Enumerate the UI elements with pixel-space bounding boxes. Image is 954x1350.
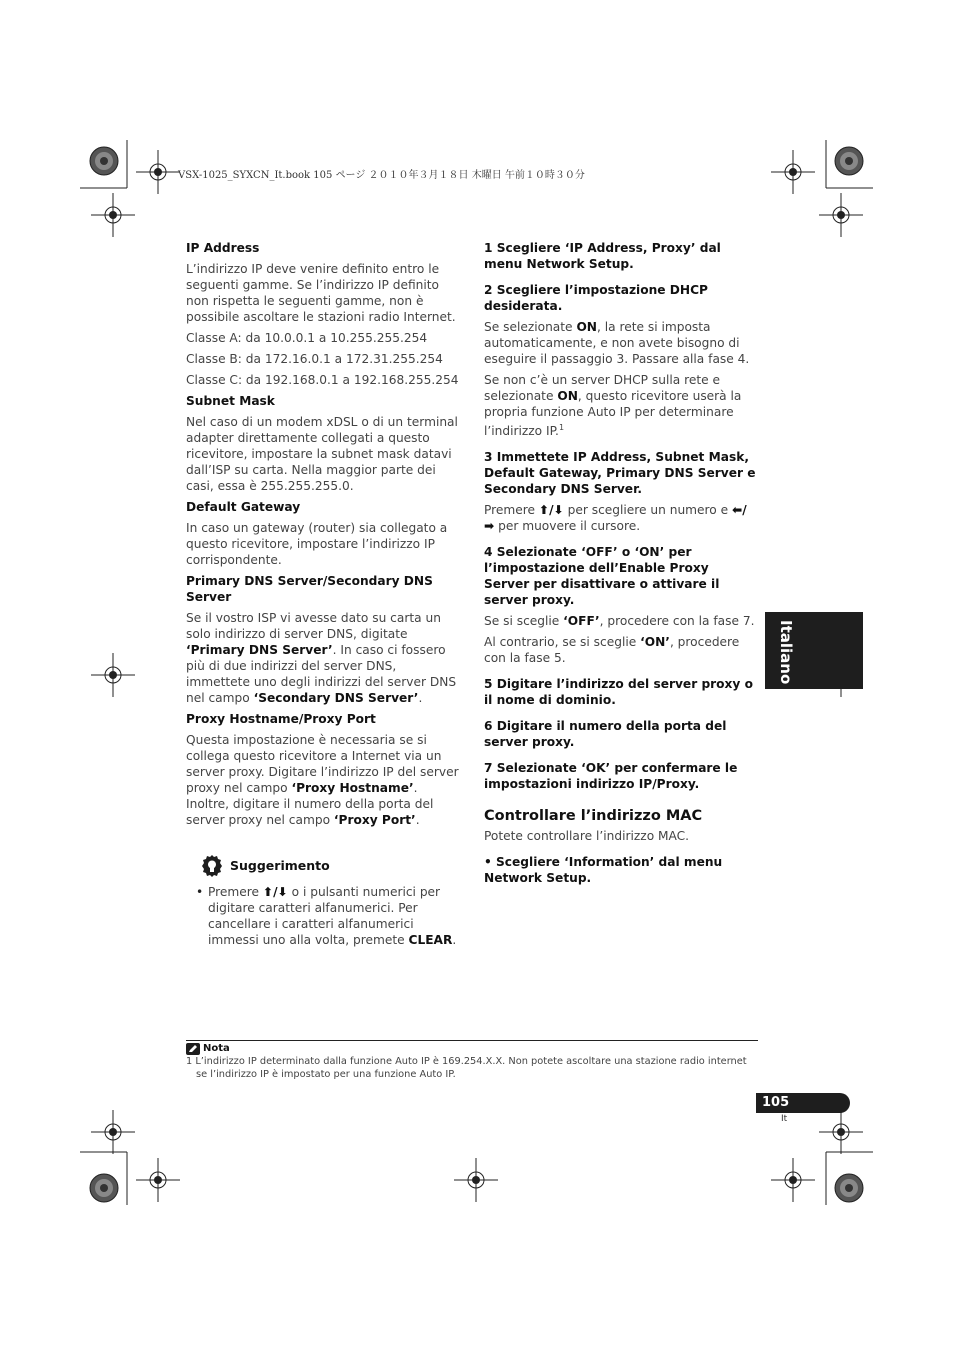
crosshair-mark <box>819 193 863 237</box>
tip-text: • Premere ⬆/⬇ o i pulsanti numerici per digitare caratteri alfanumerici. Per cancellare i caratteri alfanumerici immessi uno alla volta, premete CLEAR. <box>186 884 462 948</box>
ip-address-heading: IP Address <box>186 241 260 255</box>
mac-text: Potete controllare l’indirizzo MAC. <box>484 829 690 844</box>
crosshair-mark <box>136 1158 180 1202</box>
step-2-text-a: Se selezionate ON, la rete si imposta automaticamente, e non avete bisogno di eseguire il passaggio 3. Passare alla fase 4. <box>484 320 750 366</box>
sunburst-mark <box>835 147 863 175</box>
crosshair-mark <box>454 1158 498 1202</box>
step-5: 5 Digitare l’indirizzo del server proxy o il nome di dominio. <box>484 677 753 708</box>
step-4-text-a: Se si sceglie ‘OFF’, procedere con la fase 7. <box>484 614 755 629</box>
crosshair-mark <box>91 1110 135 1154</box>
step-1: 1 Scegliere ‘IP Address, Proxy’ dal menu Network Setup. <box>484 241 721 271</box>
footnote-divider <box>186 1040 758 1041</box>
language-tab-label: Italiano <box>777 620 795 685</box>
step-2-text-b: Se non c’è un server DHCP sulla rete e selezionate ON, questo ricevitore userà la propria funzione Auto IP per determinare l’indirizzo IP.$^1$ <box>484 373 742 439</box>
proxy-text: Questa impostazione è necessaria se si collega questo ricevitore a Internet via un server proxy. Digitare l’indirizzo IP del server proxy nel campo ‘Proxy Hostname’. Inoltre, digitare il numero della porta del server proxy nel campo ‘Proxy Port’. <box>186 733 459 827</box>
mac-step: • Scegliere ‘Information’ dal menu Network Setup. <box>484 855 723 886</box>
proxy-heading: Proxy Hostname/Proxy Port <box>186 712 376 726</box>
lightbulb-icon <box>200 854 224 878</box>
note-pencil-icon <box>186 1043 200 1055</box>
up-down-arrow-icon: ⬆/⬇ <box>262 885 288 899</box>
sunburst-mark <box>90 1174 118 1202</box>
sunburst-mark <box>90 147 118 175</box>
default-gateway-heading: Default Gateway <box>186 500 301 514</box>
step-3-text: Premere ⬆/⬇ per scegliere un numero e ⬅/➡ per muovere il cursore. <box>484 503 747 534</box>
class-c-range: Classe C: da 192.168.0.1 a 192.168.255.254 <box>186 373 459 387</box>
subnet-mask-text: Nel caso di un modem xDSL o di un terminal adapter direttamente collegati a questo ricevitore, impostare la subnet mask datavi dall’ISP su carta. Nella maggior parte dei casi, essa è 255.255.255.0. <box>186 415 458 493</box>
crosshair-mark <box>819 1110 863 1154</box>
class-a-range: Classe A: da 10.0.0.1 a 10.255.255.254 <box>186 331 428 345</box>
dns-server-heading: Primary DNS Server/Secondary DNS Server <box>186 574 433 604</box>
footnote-text: 1 L’indirizzo IP determinato dalla funzione Auto IP è 169.254.X.X. Non potete ascoltare una stazione radio internet se l’indirizzo IP è impostato per una funzione Auto IP. <box>186 1056 747 1080</box>
footnote-heading: Nota <box>186 1042 758 1055</box>
page-number: 105 <box>756 1093 850 1113</box>
step-4: 4 Selezionate ‘OFF’ o ‘ON’ per l’impostazione dell’Enable Proxy Server per disattivare o attivare il server proxy. <box>484 545 720 608</box>
crosshair-mark <box>136 150 180 194</box>
page-language: It <box>781 1114 788 1124</box>
left-right-arrow-icon: ⬅/➡ <box>484 503 747 534</box>
dns-server-text: Se il vostro ISP vi avesse dato su carta un solo indirizzo di server DNS, digitate ‘Primary DNS Server’. In caso ci fossero più di due indirizzi del server DNS, immettete uno degli indirizzi del server DNS nel campo ‘Secondary DNS Server’. <box>186 611 457 705</box>
sunburst-mark <box>835 1174 863 1202</box>
step-6: 6 Digitare il numero della porta del server proxy. <box>484 719 727 750</box>
crosshair-mark <box>91 653 135 697</box>
print-header: VSX-1025_SYXCN_It.book 105 ページ ２０１０年３月１８日 木曜日 午前１０時３０分 <box>178 170 585 181</box>
crosshair-mark <box>771 1158 815 1202</box>
mac-heading: Controllare l’indirizzo MAC <box>484 808 703 825</box>
language-tab <box>765 612 863 689</box>
tip-label: Suggerimento <box>230 858 330 873</box>
step-7: 7 Selezionate ‘OK’ per confermare le impostazioni indirizzo IP/Proxy. <box>484 761 738 792</box>
class-b-range: Classe B: da 172.16.0.1 a 172.31.255.254 <box>186 352 443 366</box>
right-column <box>484 240 756 891</box>
subnet-mask-heading: Subnet Mask <box>186 394 275 408</box>
tip-heading <box>200 854 462 878</box>
default-gateway-text: In caso un gateway (router) sia collegato a questo ricevitore, impostare l’indirizzo IP corrispondente. <box>186 521 448 567</box>
step-2: 2 Scegliere l’impostazione DHCP desiderata. <box>484 283 708 313</box>
footnote <box>186 1042 758 1081</box>
crosshair-mark <box>771 150 815 194</box>
left-column <box>186 240 462 953</box>
step-3: 3 Immettete IP Address, Subnet Mask, Default Gateway, Primary DNS Server e Secondary DNS Server. <box>484 450 756 497</box>
ip-address-text: L’indirizzo IP deve venire definito entro le seguenti gamme. Se l’indirizzo IP definito non rispetta le seguenti gamme, non è possibile ascoltare le stazioni radio Internet. <box>186 262 456 324</box>
step-4-text-b: Al contrario, se si sceglie ‘ON’, procedere con la fase 5. <box>484 635 740 666</box>
crosshair-mark <box>91 193 135 237</box>
up-down-arrow-icon: ⬆/⬇ <box>538 503 564 518</box>
